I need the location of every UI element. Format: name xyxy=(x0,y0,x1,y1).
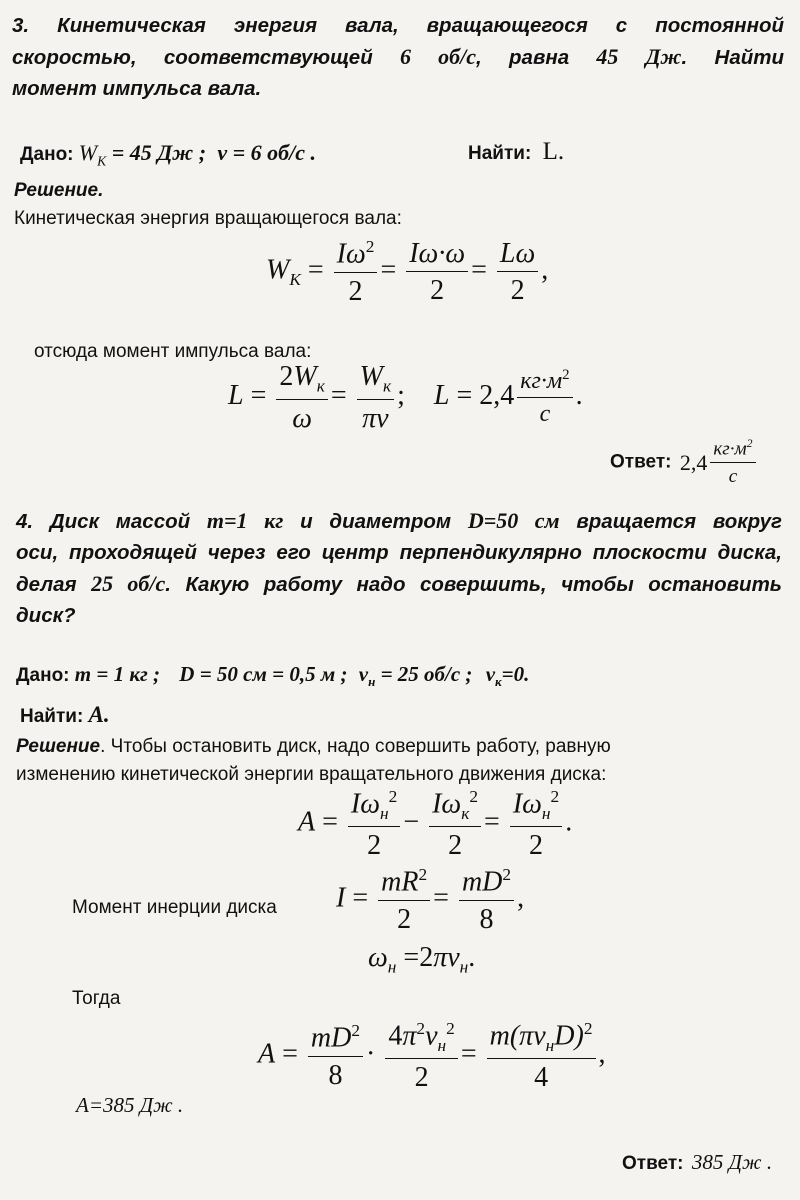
task3-line1: 3. Кинетическая энергия вала, вращающегося с постоянной xyxy=(12,14,784,37)
task3-statement xyxy=(12,10,784,104)
task4-given-label: Дано: xyxy=(16,665,70,686)
task3-find-label: Найти: xyxy=(468,143,532,164)
task4-line2: оси, проходящей через его центр перпендикулярно плоскости диска, xyxy=(16,541,782,564)
task4-statement xyxy=(16,505,782,631)
task3-solution-text: Кинетическая энергия вращающегося вала: xyxy=(14,208,402,229)
task4-formula-result: A = $\frac{mD^2}{8}$ · $\frac{4\pi^2\nu_н^2}{2}$ = $\frac{m(\pi\nu_нD)^2}{4}$ , xyxy=(258,1019,606,1094)
task3-formula-energy: $W_К$ = $\frac{I\omega^2}{2}$ = $\frac{I\omega\cdot\omega}{2}$ = $\frac{L\omega}{2}$ , xyxy=(266,237,549,307)
task3-line2: скоростью, соответствующей 6 об/с, равна 45 Дж. Найти xyxy=(12,44,784,69)
task3-answer-label: Ответ: xyxy=(610,451,672,473)
task3-given-label: Дано: xyxy=(20,144,74,165)
task4-solution: Решение. Чтобы остановить диск, надо совершить работу, равную изменению кинетической энергии вращательного движения диска: xyxy=(16,736,611,785)
task4-result: A=385 Дж . xyxy=(76,1093,184,1117)
task3-answer: Ответ: 2,4 $\frac{кг\cdot м^2}{с}$ xyxy=(610,438,759,487)
task4-line1: 4. Диск массой m=1 кг и диаметром D=50 см вращается вокруг xyxy=(16,508,782,533)
task4-answer: Ответ: 385 Дж . xyxy=(622,1150,773,1174)
task3-find: Найти: L. xyxy=(468,138,565,165)
task3-formula-momentum: L = $\frac{2W_к}{\omega}$ = $\frac{W_к}{\pi\nu}$ ; L = 2,4 $\frac{кг\cdot м^2}{с}$ . xyxy=(228,361,583,434)
task4-then-text: Тогда xyxy=(72,988,121,1009)
task3-given: Дано: $W_К = 45$ Дж ; ν = 6 об/с . xyxy=(20,140,316,169)
task4-line3: делая 25 об/с. Какую работу надо совершить, чтобы остановить xyxy=(16,571,782,596)
task3-hence-text: отсюда момент импульса вала: xyxy=(34,341,312,362)
task4-line4: диск? xyxy=(16,604,76,627)
task4-formula-omega: $\omega_н =2\pi\nu_н$. xyxy=(368,942,476,977)
task4-find: Найти: A. xyxy=(20,702,110,727)
task4-inertia-text: Момент инерции диска xyxy=(72,897,277,918)
task4-formula-inertia: I = $\frac{mR^2}{2}$ = $\frac{mD^2}{8}$ , xyxy=(336,865,525,935)
task4-solution-label: Решение xyxy=(16,736,101,757)
task4-formula-work: A = $\frac{I\omega_н^2}{2}$ − $\frac{I\omega_к^2}{2}$ = $\frac{I\omega_н^2}{2}$ . xyxy=(298,787,573,862)
task4-given: Дано: m = 1 кг ; D = 50 см = 0,5 м ; $\nu_н = 25$ об/с ; $\nu_к=0$. xyxy=(16,662,530,690)
task4-answer-label: Ответ: xyxy=(622,1153,684,1174)
task4-find-label: Найти: xyxy=(20,706,84,727)
task3-solution-label: Решение. xyxy=(14,180,104,201)
task3-line3: момент импульса вала. xyxy=(12,77,262,100)
